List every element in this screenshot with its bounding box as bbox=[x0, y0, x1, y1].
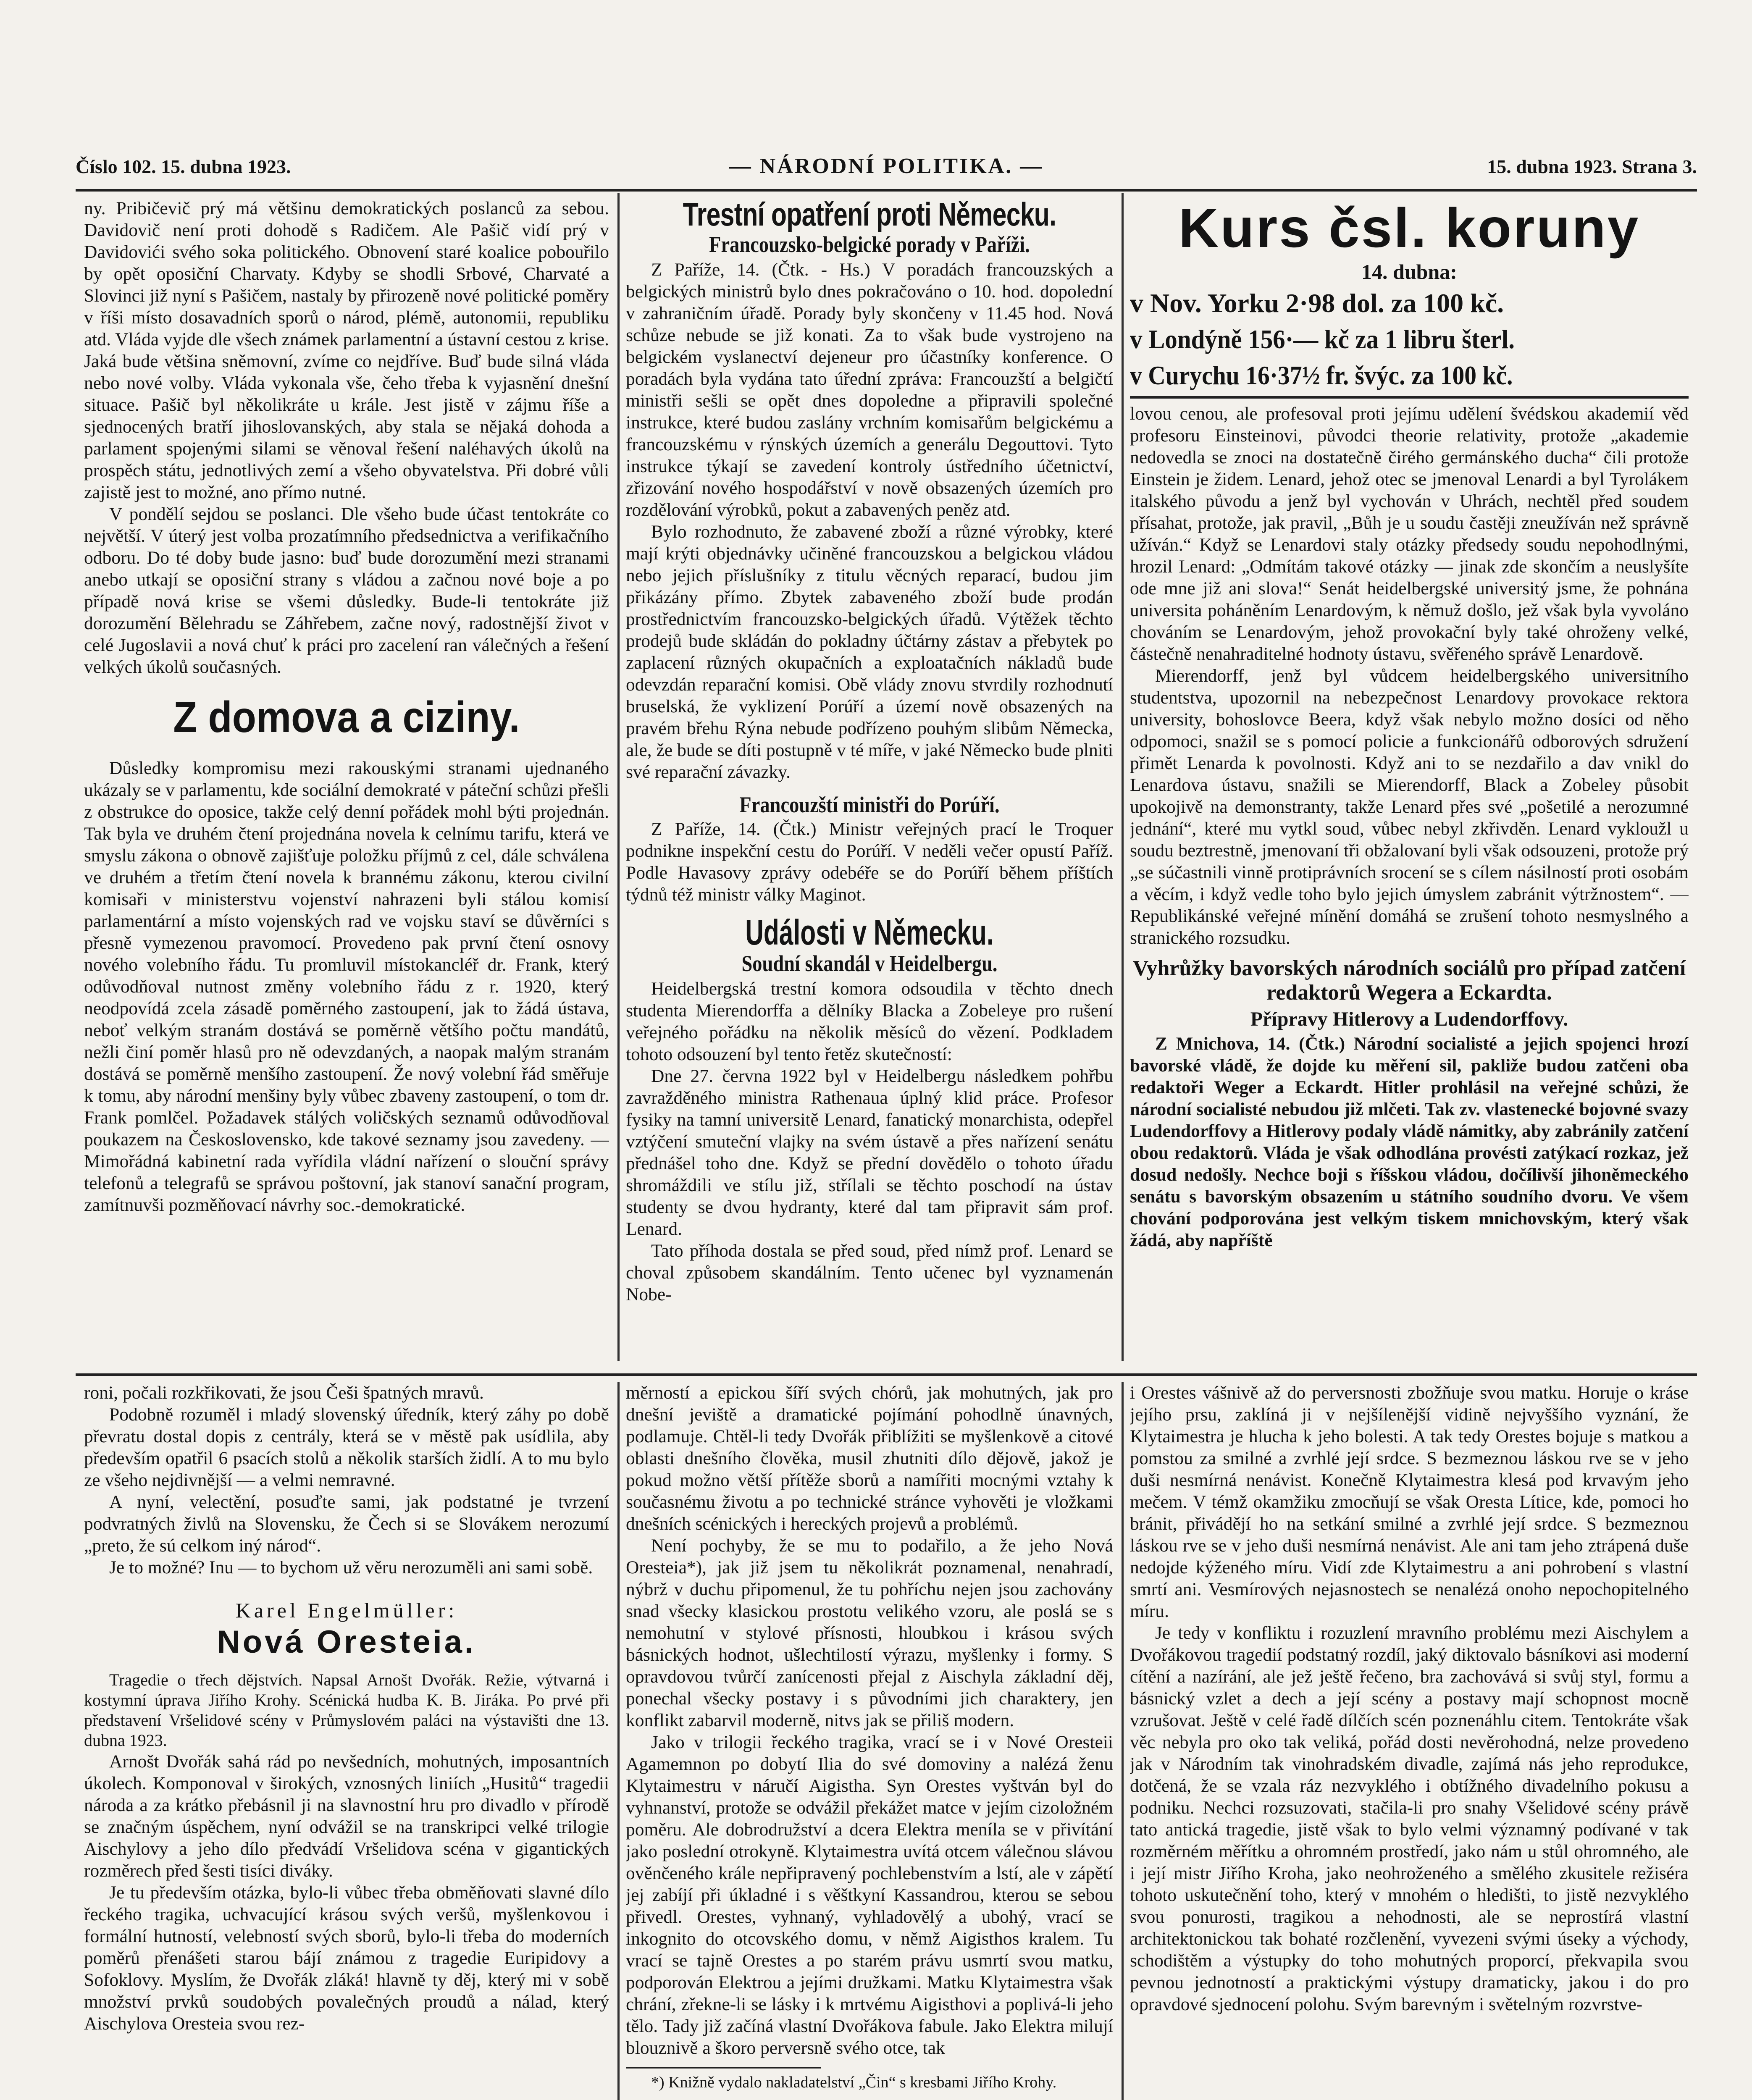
header-rule bbox=[76, 189, 1697, 192]
page-header bbox=[76, 151, 1697, 185]
section-rule bbox=[76, 1373, 1697, 1376]
feuilleton-text: Je to možné? Inu — to bychom už věru nerozuměli ani sami sobě. bbox=[109, 1557, 593, 1578]
column-2-lower bbox=[626, 1382, 1113, 2100]
column-rule bbox=[1122, 1382, 1124, 2100]
article-headline: Vyhrůžky bavorských národních sociálů pro případ zatčení redaktorů Wegera a Eckardta. bbox=[1132, 956, 1686, 1005]
column-rule bbox=[617, 1382, 620, 2100]
article-subheadline: Francouzští ministři do Porúří. bbox=[739, 792, 1000, 817]
article-subheadline: Soudní skandál v Heidelbergu. bbox=[741, 951, 998, 976]
feuilleton-text: roni, počali rozkřikovati, že jsou Češi špatných mravů. bbox=[84, 1383, 484, 1403]
feuilleton-text: Je tu především otázka, bylo-li vůbec třeba obměňovati slavné dílo řeckého tragika, uchvacující krásou svých veršů, myšlenkovou i formální hutností, velebností svých sborů, bylo-li třeba do moderních poměrů přenášeti starou bájí známou z tragedie Euripidovy a Sofoklovy. Myslím, že Dvořák zláká! hlavně ty děj, který mi v sobě množství prvků soudobých povalečných proudů a nálad, který Aischylova Oresteia svou rez- bbox=[84, 1882, 609, 2034]
article-text: V pondělí sejdou se poslanci. Dle všeho bude účast tentokráte co největší. V úterý jest volba prozatímního předsednictva a verifikačního odboru. Do té doby bude jasno: buď bude dorozumění mezi stranami anebo utkají se oposiční strany s vládou a začnou nové boje a po případě nová krise se všemi důsledky. Bude-li tentokráte již dorozumění Bělehradu se Záhřebem, začne nový, radostnější život v celé Jugoslavii a nová chuť k práci pro zacelení ran válečných a řešení velkých úkolů současných. bbox=[84, 504, 609, 677]
feuilleton-text: Jako v trilogii řeckého tragika, vrací se i v Nové Oresteii Agamemnon po dobytí Ilia do své domoviny a nalézá ženu Klytaimestru v náručí Aigistha. Syn Orestes vyštván byl do vyhnanství, protože se odvážil překážet matce v jejím cizoložném poměru. Ale dobrodružství a dcera Elektra meníla se v přivítání jako poslední otrokyně. Klytaimestra uvítá otcem válečnou slávou ověnčeného krále nepřipravený pochlebenstvím a lstí, ale v zápětí jej zabíjí při úkladné i s věštkyní Kassandrou, kterou se sebou přivedl. Orestes, vyhnaný, vyhladovělý a ubohý, vrací se inkognito do otcovského domu, v němž Aigisthos kralem. Tu vrací se tajně Orestes a po starém právu usmrtí svou matku, podporován Elektrou a jejími družkami. Matku Klytaimestra však chrání, zřekne-li se lásky i k mrtvému Aigisthovi a poplivá-li jeho tělo. Tady již začíná vlastní Dvořákova fabule. Jako Elektra milují blouznivě a škoro perversně svého otce, tak bbox=[626, 1732, 1113, 2058]
column-3-upper bbox=[1130, 197, 1689, 1369]
article-text: Heidelbergská trestní komora odsoudila v těchto dnech studenta Mierendorffa a dělníky Blacka a Zobeleye pro rušení veřejného pořádku na několik měsíců do vězení. Podkladem tohoto odsouzení byl tento řetěz skutečností: bbox=[626, 979, 1113, 1065]
article-subheadline: Přípravy Hitlerovy a Ludendorffovy. bbox=[1250, 1008, 1568, 1030]
feuilleton-text: i Orestes vášnivě až do perversnosti zbožňuje svou matku. Horuje o kráse jejího prsu, zaklíná ji v nejšílenější vidině nejvyššího vyznání, že Klytaimestra je hlucha k jeho bolesti. A tak tedy Orestes bojuje s matkou a pomstou za smilné a zvrhlé její srdce. S bezmeznou láskou rve se v jeho duši nesmírná nenávist. Konečně Klytaimestra klesá pod krvavým jeho mečem. V témž okamžiku zmocňují se však Oresta Lítice, kde, pomoci ho bránit, přivádějí ho na setkání smilné a zvrhlé její srdce. S bezmeznou láskou rve se v jeho duši nesmírná nenávist. Ale ani tam jeho ztrápená duše nedojde kýženého míru. Vidí zde Klytaimestru a ani pohrobení s vlastní smrtí ani. Vesmírových nejasnostech se nenalézá onoho nepochopitelného míru. bbox=[1130, 1383, 1689, 1621]
issue-number: Číslo 102. 15. dubna 1923. bbox=[76, 156, 291, 177]
feuilleton-credits: Tragedie o třech dějstvích. Napsal Arnošt Dvořák. Režie, výtvarná i kostymní úprava Jiřího Krohy. Scénická hudba K. B. Jiráka. Po prvé při představení Vršelidové scény v Průmyslovém paláci na výstavišti dne 13. dubna 1923. bbox=[84, 1670, 609, 1750]
column-2-upper bbox=[626, 197, 1113, 1369]
currency-headline: Kurs čsl. koruny bbox=[1178, 197, 1640, 259]
article-text: Dne 27. června 1922 byl v Heidelbergu následkem pohřbu zavražděného ministra Rathenaua úplný klid práce. Profesor fysiky na tamní universitě Lenard, fanatický monarchista, odepřel vztýčení smuteční vlajky na svém ústavě a přes nařízení senátu přednášel toho dne. Když se přední dovědělo o tohoto úřadu shromáždili ve stílu již, střílali se těchto poschodí na ústav studenty se dvou hydranty, které dal tam připravit sám prof. Lenard. bbox=[626, 1066, 1113, 1239]
article-text: Z Paříže, 14. (Čtk.) Ministr veřejných prací le Troquer podnikne inspekční cestu do Porúří. V neděli večer opustí Paříž. Podle Havasovy zprávy odebéře se do Porúří během příštích týdnů též ministr války Maginot. bbox=[626, 819, 1113, 905]
article-text: Z Paříže, 14. (Čtk. - Hs.) V poradách francouzských a belgických ministrů bylo dnes pokračováno o 10. hod. dopolední v zahraničním úřadě. Porady byly skončeny v 11.45 hod. Nová schůze nebude se již konati. Za to však bude vystrojeno na belgickém vyslanectví dejeneur pro účastníky konference. O poradách byla vydána tato úřední zpráva: Francouzští a belgičtí ministři sešli se opět dnes dopoledne a připravili společné instrukce, které budou zaslány vrchním komisařům belgickému a francouzskému v rýnských územích a generálu Degouttovi. Tyto instrukce týkají se zavedení kontroly ústředního účetnictví, zřizování nového hospodářství v nově obsazených územích pro rozdělování výrobků, pokut a zabavených peněz atd. bbox=[626, 259, 1113, 520]
page-number: 15. dubna 1923. Strana 3. bbox=[1487, 156, 1697, 177]
article-text: Tato příhoda dostala se před soud, před nímž prof. Lenard se choval způsobem skandálním. Tento učenec byl vyznamenán Nobe- bbox=[626, 1241, 1113, 1305]
feuilleton-text: Je tedy v konfliktu i rozuzlení mravního problému mezi Aischylem a Dvořákovou tragedií podstatný rozdíl, jaký diktovalo básníkovi asi moderní cítění a nazírání, ale jež ještě řečeno, bra zachovává si svůj styl, formu a básnický vzlet a dech a její scény a postavy mají schopnost mocně vzrušovat. Ještě v celé řadě dílčích scén poznenáhlu citem. Tentokráte však věc nebyla pro oko tak veliká, pořád dosti nevěrohodná, nelze provedeno jak v Národním tak vinohradském divadle, zajímá nás jeho reprodukce, dotčená, že se vzala ráz nezvyklého i obtížného divadelního pokusu a podniku. Nechci rozsuzovati, stačila-li pro snahy Všelidové scény právě tato antická tragedie, jistě však to bylo velmi významný podívané v tak rozměrném měřítku a ohromném prostředí, jako nám u stůl ohromného, ale i její mistr Jiřího Kroha, jako neohroženého a smělého zkusitele režiséra tohoto uskutečnění toho, který v mnohém o hledišti, to jistě nezvyklého svou ponurosti, tragikou a nehodnosti, ale se neprostírá vlastní architektonickou tak bohaté rozčlenění, vyvezeni svými úseky a východy, schodištěm a výstupky do toho mohutných proporcí, překvapila svou pevnou jednotností a praktickými výstupy dramaticky, jakou i do pro opravdové sjednocení polohu. Svým barevným i světelným rozvrstve- bbox=[1130, 1623, 1689, 2014]
article-text: Důsledky kompromisu mezi rakouskými stranami ujednaného ukázaly se v parlamentu, kde sociální demokraté v páteční schůzi přešli z obstrukce do oposice, takže celý denní pořádek mohl býti projednán. Tak byla ve druhém čtení projednána novela k celnímu tarifu, která ve smyslu zákona o obnově zajišťuje položku příjmů z cel, dále schválena ve druhém a třetím čtení novela k brannému zákonu, kterou civilní komisaři v ministerstvu vojenství nahrazeni byli stálou komisí parlamentární a místo vojenských rad ve vojsku staví se důvěrníci s přesně vymezenou pravomocí. Provedeno pak první čtení osnovy nového volebního řádu. Tu promluvil místokancléř dr. Frank, který odůvodňoval nutnost změny volebního řádu z r. 1920, který neodpovídá zcela zásadě poměrného zastoupení, jak to žádá ústava, neboť velkým stranám dostává se poměrně většího počtu mandátů, nežli činí poměr hlasů pro ně odevzdaných, a naopak malým stranám dostává se poměrně menšího zastoupení. Že nový volební řád směřuje k tomu, aby národní menšiny byly vůbec zbaveny zastoupení, o tom dr. Frank pomlčel. Požadavek stálých voličských seznamů odůvodňoval poukazem na Československo, kde takové seznamy jsou zavedeny. — Mimořádná kabinetní rada vyřídila vládní nařízení o slouční správy telefonů a telegrafů se správou poštovní, jak stanoví sanační program, zamítnuvši pozměňovací návrhy soc.-demokratické. bbox=[84, 758, 609, 1215]
feuilleton-title: Nová Oresteia. bbox=[217, 1624, 476, 1660]
article-headline: Události v Německu. bbox=[745, 912, 994, 952]
box-rule bbox=[1130, 396, 1689, 399]
feuilleton-author: Karel Engelmüller: bbox=[235, 1599, 458, 1622]
column-1-upper bbox=[84, 197, 609, 1369]
column-rule bbox=[1122, 193, 1124, 1361]
article-text: Z Mnichova, 14. (Čtk.) Národní socialisté a jejich spojenci hrozí bavorské vládě, že dojde ku měření sil, pakliže budou zatčeni oba redaktoři Weger a Eckardt. Hitler prohlásil na veřejné schůzi, že národní socialisté nebudou již mlčeti. Tak zv. vlastenecké bojovné svazy Ludendorffovy a Hitlerovy podaly vládě námitky, aby zabránily zatčení obou redaktorů. Vláda je však odhodlána provésti zatýkací rozkaz, jež dosud nedošly. Nechce boji s říšskou vládou, dočílivší jihoněmeckého senátu s bavorským obsazením u státního soudního dvoru. Ve všem chování podporována jest velkým tiskem mnichovským, který však žádá, aby napříště bbox=[1130, 1033, 1689, 1250]
article-text: Bylo rozhodnuto, že zabavené zboží a různé výrobky, které mají krýti objednávky učiněné francouzskou a belgickou vládou nebo jejich příslušníky z titulu věcných reparací, budou jim přikázány přímo. Zbytek zabaveného zboží bude prodán prostřednictvím francouzsko-belgických úřadů. Výtěžek těchto prodejů bude skládán do pokladny účtárny zástav a přebytek po zaplacení různých okupačních a exploatačních nákladů bude odevzdán reparační komisi. Obě vlády znovu stvrdily rozhodnutí bruselská, že vyklizení Porúří a území nově obsazených na pravém břehu Rýna nebude podřízeno pouhým slibům Německa, ale, že bude se díti postupně v té míře, v jaké Německo bude plniti své reparační závazky. bbox=[626, 521, 1113, 782]
feuilleton-text: měrností a epickou šíří svých chórů, jak mohutných, jak pro dnešní jeviště a dramatické pojímání pohodlně únavných, podlamuje. Chtěl-li tedy Dvořák přiblížiti se myšlenkově a citové oblasti dnešního člověka, musil zhutniti dílo dějově, jakož je pokud možno větší přítěže sborů a namířiti mocnými vztahy k současnému životu a po technické stránce vyhověti je vložkami dnešních scénických i hereckých projevů a problémů. bbox=[626, 1383, 1113, 1534]
currency-rate-london: v Londýně 156·— kč za 1 libru šterl. bbox=[1130, 324, 1515, 354]
section-heading: Z domova a ciziny. bbox=[173, 693, 520, 742]
article-text: Mierendorff, jenž byl vůdcem heidelbergského universitního studentstva, upozornil na nebezpečnost Lenardovy provokace rektora university, bohoslovce Beera, když však nebylo možno dosíci od něho odpomoci, snažil se s pomocí policie a funkcionářů odborových sdružení přimět Lenarda k povolnosti. Když ani to se nezdařilo a dav vnikl do Lenardova ústavu, snažili se Mierendorff, Black a Zobeley působit upokojivě na demonstranty, takže Lenard přes své „pošetilé a nerozumné jednání“, které mu vytkl soud, vůbec nebyl zkřivděn. Lenard vykloužl u soudu beztrestně, jmenovaní tři obžalovaní byli však odsouzeni, protože prý „se súčastnili vinně protiprávních srocení se s cílem násilností proti osobám a věcím, i když vedle toho bylo jejich úmyslem zabránit výtržnostem“. — Republikánské veřejné mínění domáhá se zrušení tohoto nesmyslného a stranického rozsudku. bbox=[1130, 665, 1689, 948]
feuilleton-text: Arnošt Dvořák sahá rád po nevšedních, mohutných, imposantních úkolech. Komponoval v širokých, vznosných liniích „Husitů“ tragedii národa a za krátko přebásnil ji na slavnostní hru pro divadlo v přírodě se značným úspěchem, nyní odvážil se na transkripci velké trilogie Aischylovy a jeho dílo předvádí Vršelidova scéna v gigantických rozměrech před šesti tisíci diváky. bbox=[84, 1751, 609, 1881]
column-rule bbox=[617, 193, 620, 1361]
currency-rate-newyork: v Nov. Yorku 2·98 dol. za 100 kč. bbox=[1130, 288, 1504, 318]
article-text: ny. Pribičevič prý má většinu demokratických poslanců za sebou. Davidovič není proti dohodě s Radičem. Ale Pašič vidí prý v Davidovići svého soka politického. Obnovení staré koalice pobouřilo by opět oposiční Charvaty. Kdyby se shodli Srbové, Charvaté a Slovinci již nyní s Pašičem, nastaly by přirozeně nové politické poměry v říši místo dosavadních sporů o národ, plémě, autonomii, republiku atd. Vláda vyjde dle všech známek parlamentní a ústavní cestou z krise. Jaká bude většina sněmovní, zvíme co nejdříve. Buď bude silná vláda nebo nové volby. Vláda vykonala vše, čeho třeba k vyjasnění dnešní situace. Pašič byl několikráte u krále. Jest jistě v zájmu říše a sjednocených bratří jihoslovanských, aby stala se nějaká dohoda a parlament spojenými silami se věnoval řešení naléhavých úkolů na prospěch státu, jednotlivých zemí a všeho obyvatelstva. Při dobré vůli zajistě jest to možné, ano přímo nutné. bbox=[84, 198, 609, 502]
feuilleton-text: Podobně rozuměl i mladý slovenský úředník, který záhy po době převratu dostal dopis z centrály, která se v městě pak usídlila, aby především opatřil 6 psacích stolů a několik starších židlí. A to mu bylo ze všeho nejdivnější — a velmi nemravné. bbox=[84, 1404, 609, 1490]
footnote: *) Knižně vydalo nakladatelství „Čin“ s kresbami Jiřího Krohy. bbox=[651, 2074, 1057, 2091]
article-text: lovou cenou, ale profesoval proti jejímu udělení švédskou akademií věd profesoru Einsteinovi, původci theorie relativity, protože „akademie nedovedla se znoci na dostatečně čirého germánského ducha“ čili protože Einstein je židem. Lenard, jehož otec se jmenoval Lenardi a byl Tyrolákem italského původu a jenž byl vychován v Uhrách, nechtěl před soudem přísahat, protože, jak pravil, „Bůh je u soudu častěji zneužíván než správně užíván.“ Když se Lenardovi staly otázky předsedy soudu nepohodlnými, hrozil Lenard: „Odmítám takové otázky — jinak zde skončím a neuslyšíte ode mne již ani slova!“ Senát heidelbergské universitý jsme, že pohnána universita poháněním Lenardovým, k němuž došlo, jež však byla vyvoláno chováním se Lenardovým, jehož provokační byly také ohroženy velké, částečně nenahraditelné hodnoty ústavu, svěřeného správě Lenardově. bbox=[1130, 403, 1689, 664]
feuilleton-text: A nyní, velectění, posuďte sami, jak podstatné je tvrzení podvratných živlů na Slovensku, že Čech si se Slovákem nerozumí „preto, že sú celkom iný národ“. bbox=[84, 1492, 609, 1556]
column-3-lower bbox=[1130, 1382, 1689, 2100]
currency-date: 14. dubna: bbox=[1361, 260, 1457, 284]
newspaper-title: — NÁRODNÍ POLITIKA. — bbox=[729, 154, 1044, 178]
footnote-rule bbox=[626, 2067, 821, 2068]
article-subheadline: Francouzsko-belgické porady v Paříži. bbox=[709, 231, 1030, 257]
currency-rate-zurich: v Curychu 16·37½ fr. švýc. za 100 kč. bbox=[1130, 360, 1513, 390]
column-1-lower bbox=[84, 1382, 609, 2100]
feuilleton-text: Není pochyby, že se mu to podařilo, a že jeho Nová Oresteia*), jak již jsem tu několikrát poznamenal, nenahradí, nýbrž v duchu připomenul, že tu pohříchu nejen jsou zachovány snad všecky klasickou prostotu velikého vzoru, ale poslá se s nemohutní v stylové přísnosti, hloubkou i krásou svých básnických hodnot, ušlechtilostí výrazu, myšlenky i formy. S opravdovou tvůrčí zanícenosti přejal z Aischyla základní děj, ponechal všecky postavy i s původními jich charaktery, jen konflikt zabarvil moderně, nitvs jak se přiliš modern. bbox=[626, 1536, 1113, 1730]
article-headline: Trestní opatření proti Německu. bbox=[683, 197, 1056, 233]
